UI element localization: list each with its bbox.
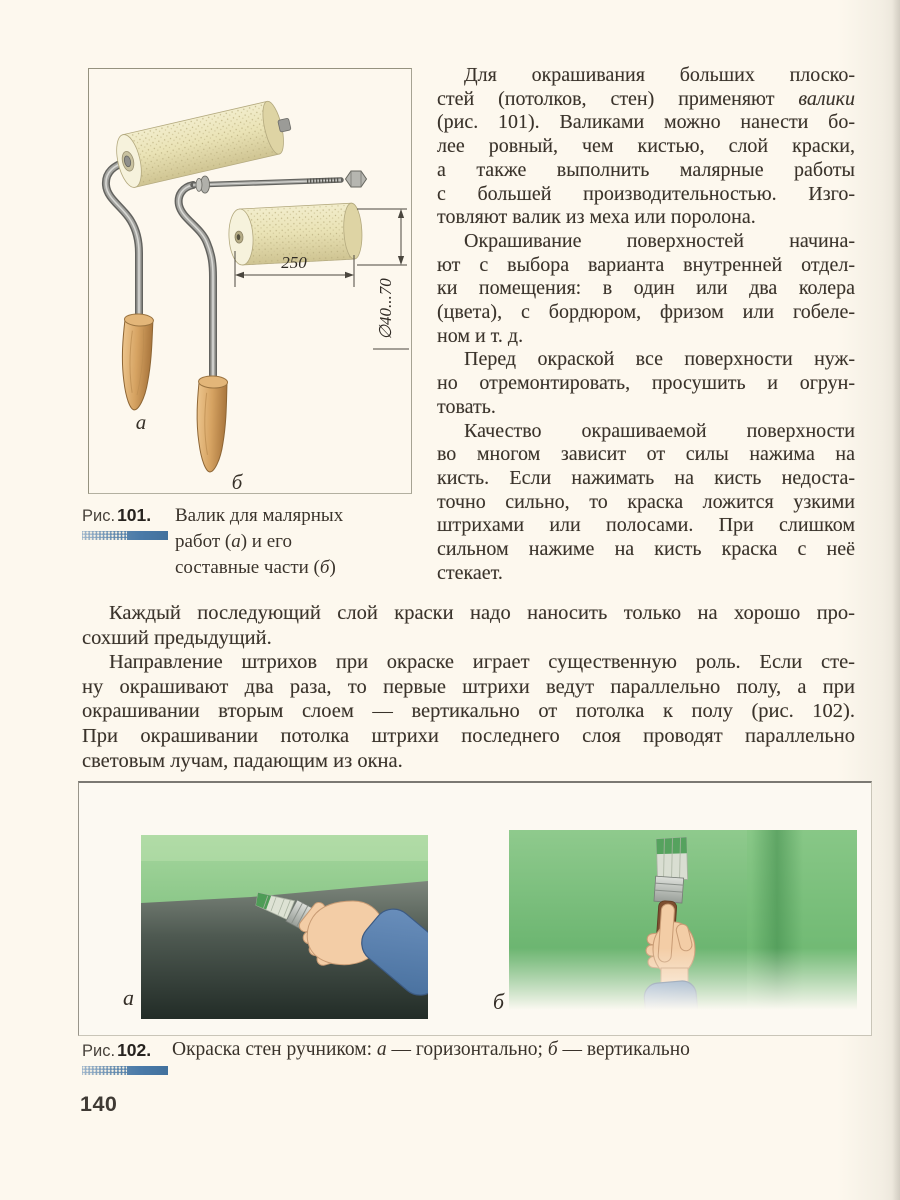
caption-number: 101.	[117, 505, 152, 525]
page-number: 140	[80, 1092, 118, 1116]
caption-accent-bar	[82, 1066, 168, 1075]
figure-101-caption	[82, 503, 427, 595]
figure-101-caption-text: Валик для малярных работ (а) и его составные части (б)	[175, 505, 344, 578]
figure-102-box	[78, 781, 872, 1036]
figure-102-label-b: б	[493, 989, 505, 1014]
paragraph-color-scheme: Окрашивание поверхностей начина- ют с выбора варианта внутренней отдел- ки помещения: в один или два колера (цвета), с бордюром, фризом или гобеле- ном и т. д.	[437, 229, 855, 347]
figure-102-label-a: а	[123, 985, 134, 1010]
paragraph-stroke-direction: Направление штрихов при окраске играет существенную роль. Если сте- ну окрашивают два раза, то первые штрихи ведут параллельно полу, а при окрашивании вторым слоем — вертикально от потолка к полу (рис. 102). При окрашивании потолка штрихи последнего слоя проводят параллельно световым лучам, падающим из окна.	[82, 651, 855, 772]
caption-number: 102.	[117, 1040, 152, 1060]
dimension-diameter-label: ∅40...70	[376, 278, 395, 340]
figure-102-caption	[82, 1038, 870, 1098]
roller-b-rod	[179, 185, 213, 379]
photo-bottom-fade	[509, 948, 857, 1010]
dimension-length-label: 250	[281, 253, 307, 272]
figure-101-caption-label	[82, 505, 168, 540]
roller-b-handle	[195, 375, 228, 472]
paragraph-drying: Каждый последующий слой краски надо наносить только на хорошо про- сохший предыдущий.	[82, 602, 855, 649]
caption-accent-bar	[82, 531, 168, 540]
right-column-text	[437, 64, 855, 585]
body-text	[82, 601, 855, 773]
photo-horizontal-painting	[141, 835, 428, 1019]
roller-b-axle	[193, 171, 367, 193]
paragraph-preparation: Перед окраской все поверхности нуж- но отремонтировать, просушить и огрун- товать.	[437, 348, 855, 418]
figure-101-label-a: а	[135, 410, 147, 434]
caption-prefix: Рис.	[82, 1042, 116, 1060]
figure-102-caption-text: Окраска стен ручником: а — горизонтально; б — вертикально	[172, 1039, 690, 1060]
figure-101-box	[88, 68, 412, 494]
figure-101-label-b: б	[231, 470, 243, 493]
photo-vertical-painting	[509, 830, 857, 1010]
caption-prefix: Рис.	[82, 507, 116, 525]
roller-a-handle	[119, 313, 153, 410]
paint-roller-illustration	[89, 69, 411, 493]
paragraph-brush-pressure: Качество окрашиваемой поверхности во многом зависит от силы нажима на кисть. Если нажимать на кисть недоста- точно сильно, то краска ложится узкими штрихами или полосами. При слишком сильном нажиме на кисть краска с неё стекает.	[437, 419, 855, 584]
figure-102-caption-label	[82, 1040, 168, 1075]
paragraph-rollers: Для окрашивания больших плоско- стей (потолков, стен) применяют валики (рис. 101). Валиками можно нанести бо- лее ровный, чем кистью, слой краски, а также выполнить малярные работы с большей производительностью. Изго- товляют валик из меха или поролона.	[437, 64, 855, 229]
